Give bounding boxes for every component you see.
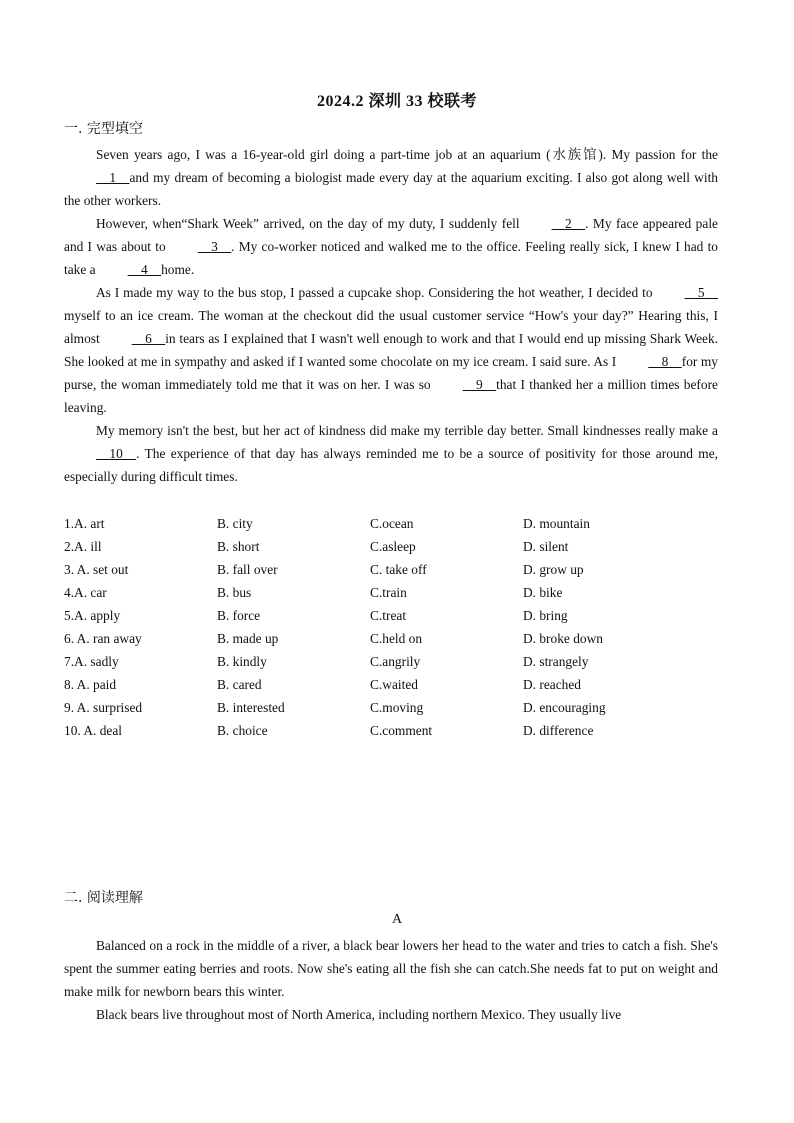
passage-text: for my purse, the woman immediately told me that it was on her. I was so — [64, 354, 718, 392]
option-choice: 7.A. sadly — [64, 654, 119, 669]
option-choice: C.train — [370, 585, 407, 600]
option-choice: B. choice — [217, 723, 268, 738]
option-choice: C. take off — [370, 562, 427, 577]
passage-text: . My co-worker noticed and walked me to the office. Feeling really sick, I knew I had to take a — [64, 239, 718, 277]
option-row — [64, 581, 724, 604]
reading-paragraph: Black bears live throughout most of North America, including northern Mexico. They usually live — [96, 1007, 622, 1022]
option-choice: 6. A. ran away — [64, 631, 142, 646]
option-choice: C.treat — [370, 608, 407, 623]
option-choice: C.comment — [370, 723, 433, 738]
option-choice: C.ocean — [370, 516, 414, 531]
blank-9: 9 — [462, 377, 497, 392]
option-row — [64, 627, 724, 650]
option-row — [64, 673, 724, 696]
passage-text: that I thanked her a million times before leaving. — [64, 377, 718, 415]
passage-text: home. — [161, 262, 195, 277]
cloze-paragraph — [64, 212, 718, 281]
blank-3: 3 — [197, 239, 232, 254]
option-choice: B. short — [217, 539, 260, 554]
blank-1: 1 — [96, 170, 130, 185]
passage-text: . My face appeared pale and I was about to — [64, 216, 718, 254]
passage-text: My memory isn't the best, but her act of kindness did make my terrible day better. Small kindnesses really make a — [96, 423, 718, 438]
option-row — [64, 696, 724, 719]
blank-8: 8 — [648, 354, 682, 369]
option-choice: D. bike — [523, 585, 563, 600]
passage-text: and my dream of becoming a biologist made every day at the aquarium exciting. I also got along well with the other workers. — [64, 170, 718, 208]
option-choice: 1.A. art — [64, 516, 105, 531]
option-choice: B. interested — [217, 700, 285, 715]
option-choice: D. encouraging — [523, 700, 606, 715]
option-choice: B. force — [217, 608, 261, 623]
passage-text: Seven years ago, I was a 16-year-old girl doing a part-time job at an aquarium (水族馆). My passion for the — [96, 147, 718, 162]
option-choice: 5.A. apply — [64, 608, 121, 623]
cloze-paragraph — [64, 143, 718, 212]
reading-paragraph: Balanced on a rock in the middle of a river, a black bear lowers her head to the water and tries to catch a fish. She's spent the summer eating berries and roots. Now she's eating all the fish she can catch.She needs fat to put on weight and make milk for newborn bears this winter. — [64, 938, 718, 999]
option-choice: B. fall over — [217, 562, 278, 577]
option-choice: D. difference — [523, 723, 594, 738]
blank-10: 10 — [96, 446, 137, 461]
option-row — [64, 719, 724, 742]
option-choice: D. broke down — [523, 631, 603, 646]
reading-passage — [64, 934, 718, 1026]
option-choice: 2.A. ill — [64, 539, 102, 554]
blank-5: 5 — [684, 285, 718, 300]
section-heading-reading: 二. 阅读理解 — [64, 890, 143, 906]
option-choice: C.moving — [370, 700, 424, 715]
option-choice: C.waited — [370, 677, 418, 692]
option-choice: D. grow up — [523, 562, 584, 577]
option-row — [64, 650, 724, 673]
option-row — [64, 535, 724, 558]
passage-text: . The experience of that day has always reminded me to be a source of positivity for those around me, especially during difficult times. — [64, 446, 718, 484]
option-choice: C.asleep — [370, 539, 416, 554]
option-row — [64, 558, 724, 581]
option-choice: D. silent — [523, 539, 569, 554]
blank-4: 4 — [127, 262, 162, 277]
page-title: 2024.2 深圳 33 校联考 — [316, 93, 477, 110]
option-row — [64, 604, 724, 627]
blank-2: 2 — [551, 216, 586, 231]
option-choice: B. kindly — [217, 654, 267, 669]
option-choice: B. city — [217, 516, 253, 531]
option-choice: C.angrily — [370, 654, 421, 669]
option-choice: C.held on — [370, 631, 423, 646]
section-heading-cloze: 一. 完型填空 — [64, 121, 143, 137]
option-choice: 3. A. set out — [64, 562, 129, 577]
option-choice: 4.A. car — [64, 585, 107, 600]
passage-text: myself to an ice cream. The woman at the checkout did the usual customer service “How's your day?” Hearing this, I almost — [64, 308, 718, 346]
cloze-options — [64, 512, 724, 742]
cloze-paragraph — [64, 281, 718, 419]
cloze-passage — [64, 143, 718, 488]
option-choice: B. made up — [217, 631, 279, 646]
blank-6: 6 — [131, 331, 166, 346]
option-choice: D. bring — [523, 608, 568, 623]
cloze-paragraph — [64, 419, 718, 488]
option-choice: D. mountain — [523, 516, 590, 531]
option-choice: D. strangely — [523, 654, 589, 669]
option-choice: D. reached — [523, 677, 581, 692]
option-choice: 8. A. paid — [64, 677, 117, 692]
passage-label: A — [391, 912, 403, 927]
passage-text: in tears as I explained that I wasn't well enough to work and that I would end up missing Shark Week. She looked at me in sympathy and asked if I wanted some chocolate on my ice cream. I said sure. As I — [64, 331, 718, 369]
passage-text: As I made my way to the bus stop, I passed a cupcake shop. Considering the hot weather, I decided to — [96, 285, 653, 300]
option-row — [64, 512, 724, 535]
option-choice: B. cared — [217, 677, 262, 692]
passage-text: However, when“Shark Week” arrived, on the day of my duty, I suddenly fell — [96, 216, 520, 231]
option-choice: B. bus — [217, 585, 252, 600]
option-choice: 9. A. surprised — [64, 700, 143, 715]
option-choice: 10. A. deal — [64, 723, 123, 738]
